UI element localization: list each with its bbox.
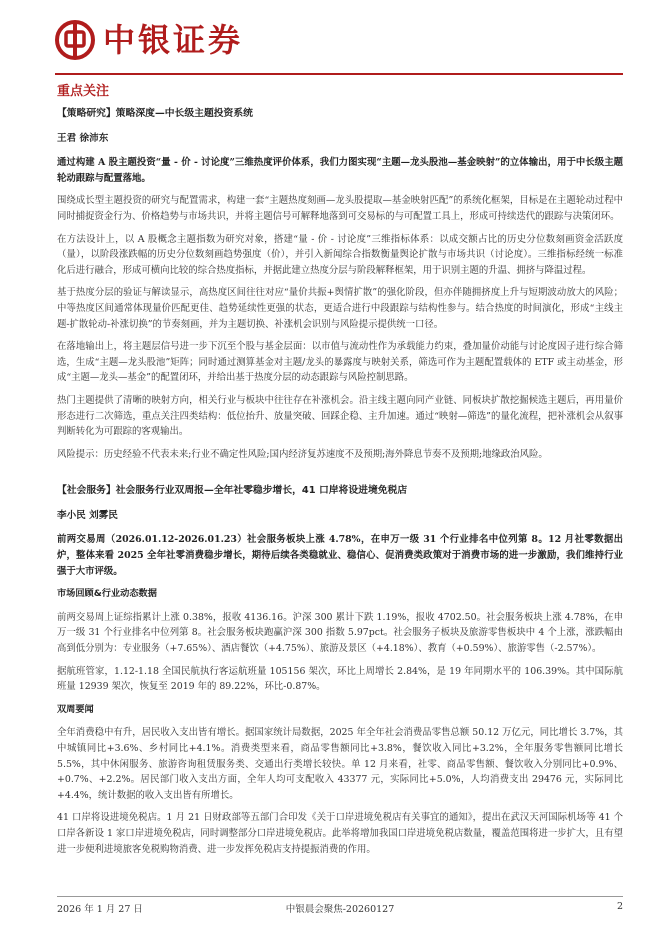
article-lead: 通过构建 A 股主题投资“量 - 价 - 讨论度”三维热度评价体系，我们力图实现“主题—龙头股池—基金映射”的立体输出，用于中长级主题轮动跟踪与配置落地。 (57, 157, 623, 184)
paragraph: 在方法设计上，以 A 股概念主题指数为研究对象，搭建“量 - 价 - 讨论度”三维指标体系：以成交额占比的历史分位数刻画资金活跃度（量），以阶段涨跌幅的历史分位数刻画趋势强度（价），并引入新闻综合指数衡量舆论扩散与市场共识（讨论度）。三维指标经统一标准化后进行融合，形成可横向比较的综合热度指标，并据此建立热度分层与阶段解释框架，用于识别主题的升温、拥挤与降温过程。 (57, 233, 623, 276)
page-number: 2 (616, 901, 623, 912)
article-authors: 李小民 刘雾民 (57, 509, 118, 521)
header-rule (55, 73, 623, 75)
subheading: 市场回顾&行业动态数据 (57, 588, 157, 600)
paragraph: 全年消费稳中有升，居民收入支出皆有增长。据国家统计局数据，2025 年全年社会消费品零售总额 50.12 万亿元，同比增长 3.7%，其中城镇同比+3.6%、乡村同比+4.1%。消费类型来看，商品零售额同比+3.8%，餐饮收入同比+3.2%，全年服务零售额同比增长 5.5%，其中休闲服务、旅游咨询租赁服务类、交通出行类增长较快。单 12 月来看，社零、商品零售额、餐饮收入分别同比+0.9%、+0.7%、+2.2%。居民部门收入支出方面，全年人均可支配收入 43377 元，实际同比+5.0%，人均消费支出 29476 元，实际同比+4.4%，统计数据的收入支出皆有所增长。 (57, 727, 623, 801)
paragraph: 据航班管家，1.12-1.18 全国民航执行客运航班量 105156 架次，环比上周增长 2.84%，是 19 年同期水平的 106.39%。其中国际航班量 12939 架次，恢复至 2019 年的 89.22%，环比-0.87%。 (57, 665, 623, 693)
article-tag: 【社会服务】 (57, 485, 116, 497)
paragraph: 前两交易周上证综指累计上涨 0.38%，报收 4136.16。沪深 300 累计下跌 1.19%，报收 4702.50。社会服务板块上涨 4.78%，在申万一级 31 个行业排名中位列第 8。社会服务板块跑赢沪深 300 指数 5.97pct。社会服务子板块及旅游零售板块中 4 个上涨，涨跌幅由高到低分别为：专业服务（+7.65%）、酒店餐饮（+4.75%）、旅游及景区（+4.18%）、教育（+0.59%）、旅游零售（-2.57%）。 (57, 611, 623, 655)
paragraph: 围绕成长型主题投资的研究与配置需求，构建一套“主题热度刻画—龙头股提取—基金映射匹配”的系统化框架，目标是在主题轮动过程中同时捕捉资金行为、价格趋势与市场共识，并将主题信号可解释地落到可交易标的与可配置工具上，形成可持续迭代的跟踪与决策闭环。 (57, 195, 623, 222)
paragraph: 在落地输出上，将主题层信号进一步下沉至个股与基金层面：以市值与流动性作为承载能力约束，叠加量价动能与讨论度因子进行综合筛选，生成“主题—龙头股池”矩阵；同时通过测算基金对主题/龙头的暴露度与映射关系，筛选可作为主题配置载体的 ETF 或主动基金，形成“主题—龙头—基金”的配置闭环，并给出基于热度分层的动态跟踪与风险控制思路。 (57, 341, 623, 384)
article-authors: 王君 徐沛东 (57, 132, 109, 144)
section-title: 重点关注 (57, 84, 110, 99)
report-content (57, 106, 623, 864)
article-tag: 【策略研究】 (57, 108, 116, 119)
footer-date: 2026 年 1 月 27 日 (57, 904, 143, 915)
risk-note: 风险提示：历史经验不代表未来;行业不确定性风险;国内经济复苏速度不及预期;海外降息节奏不及预期;地缘政治风险。 (57, 448, 548, 460)
footer-rule (57, 896, 623, 897)
paragraph: 热门主题提供了清晰的映射方向，相关行业与板块中往往存在补涨机会。沿主线主题向同产业链、同板块扩散挖掘候选主题后，再用量价形态进行二次筛选，重点关注四类结构：低位抬升、放量突破、回踩企稳、主升加速。通过“映射—筛选”的量化流程，把补涨机会从叙事判断转化为可跟踪的客观输出。 (57, 394, 623, 438)
article-title-text: 社会服务行业双周报—全年社零稳步增长，41 口岸将设进境免税店 (115, 485, 408, 497)
article-title-text: 策略深度—中长级主题投资系统 (115, 108, 253, 119)
bank-of-china-logo-icon (55, 20, 95, 60)
footer-title: 中银晨会聚焦-20260127 (285, 904, 395, 915)
article-title (57, 483, 623, 499)
paragraph: 41 口岸将设进境免税店。1 月 21 日财政部等五部门合印发《关于口岸进境免税店有关事宜的通知》，提出在武汉天河国际机场等 41 个口岸各新设 1 家口岸进境免税店，同时调整部分口岸进境免税店。此举将增加我国口岸进境免税店数量，覆盖范围将进一步扩大，且有望进一步便利进境旅客免税购物消费、进一步发挥免税店支持提振消费的作用。 (57, 812, 623, 855)
article-lead: 前两交易周（2026.01.12-2026.01.23）社会服务板块上涨 4.78%，在申万一级 31 个行业排名中位列第 8。12 月社零数据出炉，整体来看 2025 全年社零消费稳步增长，期待后续各类稳就业、稳信心、促消费类政策对于消费市场的进一步激励，我们维持行业强于大市评级。 (57, 534, 623, 577)
paragraph: 基于热度分层的验证与解读显示，高热度区间往往对应“量价共振+舆情扩散”的强化阶段，但亦伴随拥挤度上升与短期波动放大的风险；中等热度区间通常体现量价匹配更佳、趋势延续性更强的状态，更适合进行中段跟踪与结构性参与。结合热度的时间演化，形成“主线主题-扩散轮动-补涨切换”的节奏刻画，并为主题切换、补涨机会识别与风险提示提供统一口径。 (57, 287, 623, 330)
report-header (55, 18, 615, 68)
subheading: 双周要闻 (57, 703, 94, 715)
article-title (57, 106, 623, 122)
brand-name: 中银证券 (103, 21, 244, 59)
